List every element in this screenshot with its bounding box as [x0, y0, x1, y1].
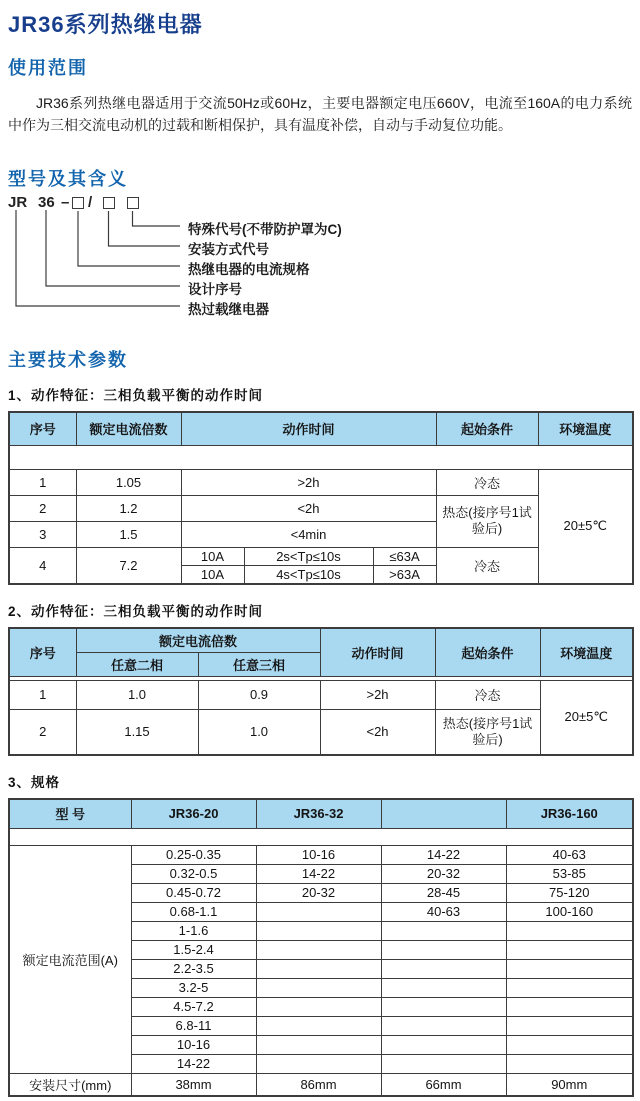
- model-label-overload-relay: 热过载继电器: [188, 301, 269, 317]
- t3-cell: [506, 940, 633, 959]
- t1-cell: ≤63A: [373, 547, 436, 565]
- t2-row-1: [9, 680, 633, 709]
- t1-cell: >2h: [181, 469, 436, 495]
- t1-cell: 1.2: [76, 495, 181, 521]
- t3-mount-cell: 86mm: [256, 1073, 381, 1096]
- t3-row: [9, 845, 633, 864]
- t3-header-gap: [9, 828, 633, 845]
- gap-cell: [9, 445, 633, 469]
- t3-cell: [381, 940, 506, 959]
- t3-cell: 40-63: [506, 845, 633, 864]
- t1-col-multiple: 额定电流倍数: [76, 412, 181, 446]
- t1-cell: <4min: [181, 521, 436, 547]
- usage-heading: 使用范围: [8, 58, 88, 78]
- t2-cell: 1.0: [198, 709, 320, 755]
- t3-cell: [381, 978, 506, 997]
- t3-cell: [506, 997, 633, 1016]
- table3-caption: 3、规格: [8, 774, 61, 790]
- t1-cell: >63A: [373, 565, 436, 584]
- t1-env-cell: 20±5℃: [538, 469, 633, 584]
- t1-cell: 10A: [181, 565, 244, 584]
- t1-cell: 7.2: [76, 547, 181, 584]
- t2-row-2: [9, 709, 633, 755]
- t3-cell: [381, 921, 506, 940]
- t3-cell: [506, 1035, 633, 1054]
- t3-mount-row: [9, 1073, 633, 1096]
- t3-cell: 14-22: [256, 864, 381, 883]
- t1-cell: <2h: [181, 495, 436, 521]
- t3-mount-cell: 66mm: [381, 1073, 506, 1096]
- t3-cell: 1-1.6: [131, 921, 256, 940]
- t3-cell: [256, 902, 381, 921]
- t3-cell: [506, 959, 633, 978]
- model-label-current-spec: 热继电器的电流规格: [188, 261, 310, 277]
- t3-cell: [256, 1054, 381, 1073]
- t3-cell: 0.32-0.5: [131, 864, 256, 883]
- t1-cell: 冷态: [436, 547, 538, 584]
- model-code-dash: –: [61, 193, 70, 211]
- t2-cell: 2: [9, 709, 76, 755]
- model-code-series: 36: [38, 193, 55, 211]
- t3-cell: 2.2-3.5: [131, 959, 256, 978]
- t3-cell: 1.5-2.4: [131, 940, 256, 959]
- t3-cell: 3.2-5: [131, 978, 256, 997]
- t3-col-jr36-160: JR36-160: [506, 799, 633, 829]
- t3-cell: [381, 1054, 506, 1073]
- t3-col-jr36-32: JR36-32: [256, 799, 381, 829]
- t3-cell: 10-16: [131, 1035, 256, 1054]
- t3-cell: [256, 959, 381, 978]
- t3-cell: 10-16: [256, 845, 381, 864]
- t1-cell: 热态(接序号1试验后): [436, 495, 538, 547]
- model-code-prefix: JR: [8, 193, 28, 211]
- tech-heading: 主要技术参数: [8, 349, 128, 370]
- model-code-slash: /: [88, 193, 93, 211]
- t2-col-multiple-group: 额定电流倍数: [76, 628, 320, 653]
- t2-cell: <2h: [320, 709, 435, 755]
- model-diagram: [8, 194, 632, 320]
- t3-cell: [506, 978, 633, 997]
- t3-cell: 53-85: [506, 864, 633, 883]
- t1-cell: 2: [9, 495, 76, 521]
- model-label-special-code: 特殊代号(不带防护罩为C): [188, 221, 342, 237]
- t3-cell: [256, 978, 381, 997]
- t1-cell: 冷态: [436, 469, 538, 495]
- t2-col-three-phase: 任意三相: [198, 652, 320, 676]
- t1-row-1: [9, 469, 633, 495]
- t3-col-model: 型 号: [9, 799, 131, 829]
- t2-col-seq: 序号: [9, 628, 76, 677]
- t3-mount-cell: 38mm: [131, 1073, 256, 1096]
- model-heading: 型号及其含义: [8, 168, 128, 189]
- t2-col-start: 起始条件: [435, 628, 540, 677]
- t1-cell: 10A: [181, 547, 244, 565]
- action-time-table-1: [8, 411, 634, 585]
- t1-col-seq: 序号: [9, 412, 76, 446]
- gap-cell: [9, 828, 633, 845]
- t3-cell: 0.68-1.1: [131, 902, 256, 921]
- table1-caption: 1、动作特征：三相负载平衡的动作时间: [8, 387, 264, 403]
- t1-col-env: 环境温度: [538, 412, 633, 446]
- t1-cell: 4s<Tp≤10s: [244, 565, 373, 584]
- model-code-box-special: [127, 197, 139, 209]
- t2-cell: 1: [9, 680, 76, 709]
- t3-col-jr36-20: JR36-20: [131, 799, 256, 829]
- t1-cell: 1.05: [76, 469, 181, 495]
- t1-cell: 2s<Tp≤10s: [244, 547, 373, 565]
- t3-cell: [256, 921, 381, 940]
- t3-cell: 40-63: [381, 902, 506, 921]
- t3-mount-cell: 90mm: [506, 1073, 633, 1096]
- t2-cell: 热态(接序号1试验后): [435, 709, 540, 755]
- t3-cell: [381, 997, 506, 1016]
- t3-cell: [381, 959, 506, 978]
- t2-cell: 1.15: [76, 709, 198, 755]
- t3-cell: [506, 1016, 633, 1035]
- model-label-design-serial: 设计序号: [188, 281, 242, 297]
- model-code-box-mounting: [103, 197, 115, 209]
- model-label-mounting-code: 安装方式代号: [188, 241, 269, 257]
- t2-cell: 冷态: [435, 680, 540, 709]
- t3-cell: 28-45: [381, 883, 506, 902]
- page-title: JR36系列热继电器: [8, 12, 203, 37]
- t1-cell: 3: [9, 521, 76, 547]
- t3-cell: [381, 1035, 506, 1054]
- t2-col-two-phase: 任意二相: [76, 652, 198, 676]
- t3-cell: 6.8-11: [131, 1016, 256, 1035]
- t3-cell: 4.5-7.2: [131, 997, 256, 1016]
- t3-cell: [256, 997, 381, 1016]
- t3-cell: 20-32: [381, 864, 506, 883]
- t1-cell: 1: [9, 469, 76, 495]
- t3-current-range-label: 额定电流范围(A): [9, 845, 131, 1073]
- t3-cell: [506, 921, 633, 940]
- t2-cell: >2h: [320, 680, 435, 709]
- table2-caption: 2、动作特征：三相负载平衡的动作时间: [8, 603, 264, 619]
- t3-cell: [506, 1054, 633, 1073]
- t3-mount-label: 安装尺寸(mm): [9, 1073, 131, 1096]
- t3-cell: [381, 1016, 506, 1035]
- t1-col-start: 起始条件: [436, 412, 538, 446]
- t3-col-unnamed: [381, 799, 506, 829]
- t2-cell: 0.9: [198, 680, 320, 709]
- t3-cell: 14-22: [131, 1054, 256, 1073]
- t3-cell: [256, 1016, 381, 1035]
- t3-cell: 20-32: [256, 883, 381, 902]
- t2-col-env: 环境温度: [540, 628, 633, 677]
- action-time-table-2: [8, 627, 634, 756]
- t2-env-cell: 20±5℃: [540, 680, 633, 755]
- t2-cell: 1.0: [76, 680, 198, 709]
- t1-cell: 4: [9, 547, 76, 584]
- usage-paragraph: JR36系列热继电器适用于交流50Hz或60Hz，主要电器额定电压660V，电流至160A的电力系统中作为三相交流电动机的过载和断相保护，具有温度补偿，自动与手动复位功能。: [8, 95, 632, 134]
- t1-cell: 1.5: [76, 521, 181, 547]
- t3-cell: 100-160: [506, 902, 633, 921]
- model-code-box-current: [72, 197, 84, 209]
- t2-col-time: 动作时间: [320, 628, 435, 677]
- t1-col-time: 动作时间: [181, 412, 436, 446]
- t3-cell: 75-120: [506, 883, 633, 902]
- t3-cell: 0.25-0.35: [131, 845, 256, 864]
- t1-header-gap: [9, 445, 633, 469]
- t3-cell: [256, 1035, 381, 1054]
- t3-cell: [256, 940, 381, 959]
- t3-cell: 14-22: [381, 845, 506, 864]
- spec-table: [8, 798, 634, 1097]
- model-diagram-lines: [8, 194, 628, 320]
- t3-cell: 0.45-0.72: [131, 883, 256, 902]
